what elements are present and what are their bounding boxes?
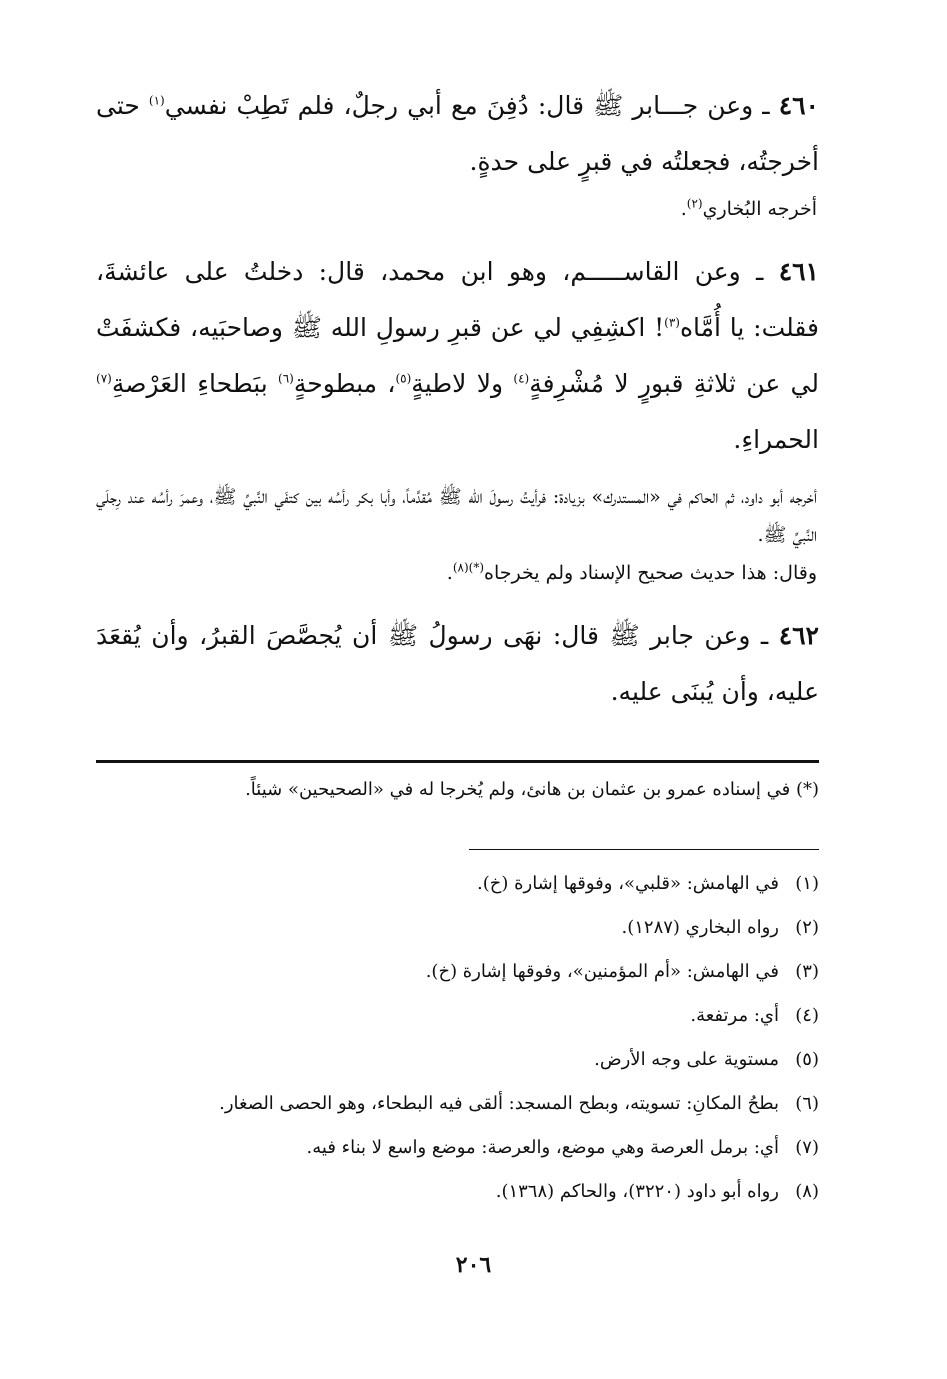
footnote-marker: (٥) (395, 371, 412, 386)
footnote-2 (96, 906, 819, 950)
hadith-text: ـ وعن جـــابر ﷺ قال: دُفِنَ مع أبي رجلٌ، فلم تَطِبْ نفسي (164, 91, 770, 120)
takhrij-461 (96, 478, 819, 554)
hadith-461 (96, 244, 819, 468)
footnote-text: في الهامش: «أم المؤمنين»، وفوقها إشارة (خ). (425, 961, 779, 982)
footnote-marker: (*)(٨) (452, 560, 485, 575)
footnote-marker: (٧) (96, 371, 112, 386)
hadith-text: ! اكشِفِي لي عن قبرِ رسولِ الله ﷺ وصاحبَيه، فكشفَتْ لي عن ثلاثةِ قبورٍ لا مُشْرِفةٍ (96, 313, 820, 398)
footnote-marker: (٤) (513, 371, 530, 386)
hadith-460 (96, 78, 819, 190)
takhrij-460 (96, 190, 819, 228)
footnote-divider (469, 849, 819, 850)
footnote-number: (٧) (795, 1137, 819, 1158)
footnote-text: أي: مرتفعة. (690, 1005, 779, 1026)
hadith-text: ولا لاطيةٍ (411, 369, 514, 398)
footnote-text: أي: برمل العرصة وهي موضع، والعرصة: موضع واسع لا بناء فيه. (306, 1137, 779, 1158)
footnote-3 (96, 950, 819, 994)
footnote-text: في الهامش: «قلبي»، وفوقها إشارة (خ). (476, 873, 779, 894)
footnote-6 (96, 1082, 819, 1126)
footnote-1 (96, 862, 819, 906)
hadith-text: حتى أخرجتُه، فجعلتُه في قبرٍ على حدةٍ. (96, 91, 819, 176)
footnote-marker: (١) (148, 93, 165, 108)
footnote-8 (96, 1170, 819, 1214)
footnote-marker: (٦) (278, 371, 294, 386)
footnote-number: (٦) (795, 1093, 819, 1114)
footnote-number: (٥) (795, 1049, 819, 1070)
editor-note-mark: (*) (795, 779, 819, 800)
page-number: ٢٠٦ (455, 1252, 492, 1278)
footnote-5 (96, 1038, 819, 1082)
footnote-marker: (٢) (686, 196, 703, 211)
hadith-number: ٤٦١ (778, 257, 819, 286)
footnote-number: (٣) (795, 961, 819, 982)
footnote-marker: (٣) (664, 315, 680, 330)
hadith-text: الحمراءِ. (733, 425, 819, 454)
footnote-text: رواه البخاري (١٢٨٧). (621, 917, 779, 938)
editor-note (96, 773, 819, 807)
footnote-text: بطحُ المكانِ: تسويته، وبطح المسجد: ألقى فيه البطحاء، وهو الحصى الصغار. (219, 1093, 779, 1114)
footnote-number: (١) (795, 873, 819, 894)
footnote-divider-thick (96, 760, 819, 763)
hadith-text: ببَطحاءِ العَرْصةِ (111, 369, 279, 398)
spacer (96, 468, 819, 478)
footnote-number: (٤) (795, 1005, 819, 1026)
hadith-text: ـ وعن جابر ﷺ قال: نهَى رسولُ ﷺ أن يُجصَّصَ القبرُ، وأن يُقعَدَ عليه، وأن يُبنَى عليه. (96, 621, 819, 706)
hadith-number: ٤٦٠ (778, 91, 819, 120)
takhrij-text: . (680, 198, 687, 220)
footnotes-list (96, 862, 819, 1214)
hadith-462 (96, 608, 819, 720)
spacer (96, 228, 819, 244)
takhrij-461-verdict (96, 554, 819, 592)
footnote-text: مستوية على وجه الأرض. (594, 1049, 779, 1070)
footnote-text: رواه أبو داود (٣٢٢٠)، والحاكم (١٣٦٨). (495, 1181, 779, 1202)
spacer (96, 592, 819, 608)
takhrij-text: وقال: هذا حديث صحيح الإسناد ولم يخرجاه (484, 562, 817, 584)
footnote-7 (96, 1126, 819, 1170)
hadith-number: ٤٦٢ (778, 621, 819, 650)
hadith-text: ، مبطوحةٍ (293, 369, 396, 398)
editor-note-text: في إسناده عمرو بن عثمان بن هانئ، ولم يُخرجا له في «الصحيحين» شيئاً. (245, 779, 791, 800)
takhrij-text: أخرجه أبو داود، ثم الحاكم في «المستدرك» بزيادة: فرأيتُ رسولَ الله ﷺ مُقدَّماً، وأبا بكر رأسُه بين كتفَي النَّبيِّ ﷺ، وعمرَ رأسُه عند رِجلَي النَّبيِّ ﷺ. (96, 486, 817, 546)
hadith-text: ـ وعن القاســـــم، وهو ابن محمد، قال: دخلتُ على عائشةَ، فقلت: يا أُمَّاه (96, 257, 819, 342)
takhrij-text: . (446, 562, 453, 584)
footnote-number: (٢) (795, 917, 819, 938)
takhrij-text: أخرجه البُخاري (702, 198, 817, 220)
footnote-4 (96, 994, 819, 1038)
footnote-number: (٨) (795, 1181, 819, 1202)
